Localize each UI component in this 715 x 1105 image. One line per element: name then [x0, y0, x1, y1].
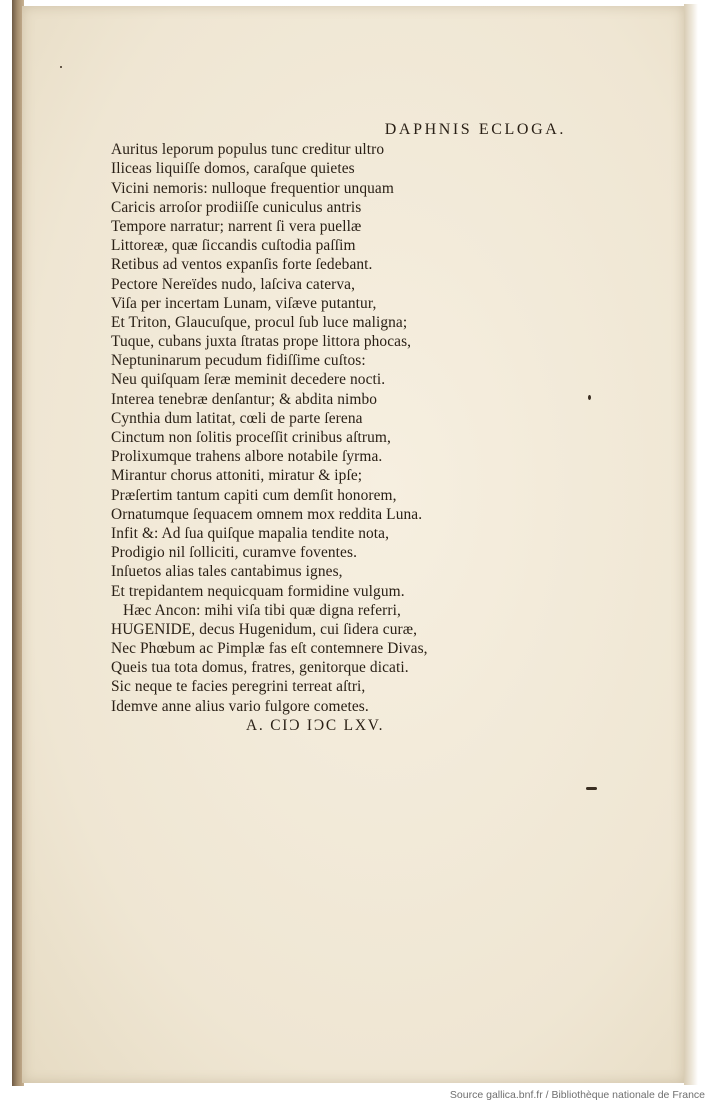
verse-line: Præſertim tantum capiti cum demſit honorem,	[111, 486, 397, 504]
ink-speck	[60, 66, 62, 68]
dedication-line: Queis tua tota domus, fratres, genitorque dicati.	[111, 659, 409, 677]
verse-line: Inſuetos alias tales cantabimus ignes,	[111, 563, 343, 581]
poem-text	[111, 120, 591, 735]
verse-line: Auritus leporum populus tunc creditur ultro	[111, 141, 385, 159]
verse-line: Pectore Nereïdes nudo, laſciva caterva,	[111, 275, 356, 293]
verse-line: Prolixumque trahens albore notabile ſyrma.	[111, 448, 383, 466]
page-heading: DAPHNIS ECLOGA.	[384, 121, 566, 138]
verse-line: Interea tenebræ denſantur; & abdita nimbo	[111, 390, 378, 408]
verse-line: Neptuninarum pecudum fidiſſime cuſtos:	[111, 352, 366, 370]
verse-line: Et Triton, Glaucuſque, procul ſub luce maligna;	[111, 313, 408, 331]
verse-line: Prodigio nil ſolliciti, curamve foventes.	[111, 544, 358, 562]
source-credit: Source gallica.bnf.fr / Bibliothèque nationale de France	[449, 1089, 705, 1101]
verse-line: Ornatumque ſequacem omnem mox reddita Luna.	[111, 505, 423, 523]
verse-line: Viſa per incertam Lunam, viſæve putantur,	[111, 294, 377, 312]
page-edge	[684, 4, 698, 1085]
dedication-line: HUGENIDE, decus Hugenidum, cui ſidera curæ,	[111, 620, 418, 638]
verse-line: Cinctum non ſolitis proceſſit crinibus aſtrum,	[111, 429, 391, 446]
verse-line: Tempore narratur; narrent ſi vera puellæ	[111, 217, 362, 235]
verse-line: Mirantur chorus attoniti, miratur & ipſe;	[111, 467, 363, 485]
verse-line: Cynthia dum latitat, cœli de parte ſerena	[111, 409, 363, 427]
verse-line: Iliceas liquiſſe domos, caraſque quietes	[111, 160, 355, 178]
verse-line: Tuque, cubans juxta ſtratas prope littora phocas,	[111, 333, 412, 351]
dedication-line: Sic neque te facies peregrini terreat aſtri,	[111, 678, 366, 696]
dedication-line: Idemve anne alius vario fulgore cometes.	[111, 697, 369, 715]
verse-line: Caricis arroſor prodiiſſe cuniculus antris	[111, 198, 362, 216]
verse-line: Infit &: Ad ſua quiſque mapalia tendite nota,	[111, 524, 390, 542]
dedication-line: Nec Phœbum ac Pimplæ fas eſt contemnere Divas,	[111, 640, 428, 658]
dedication-line: Hæc Ancon: mihi viſa tibi quæ digna referri,	[123, 601, 401, 619]
verse-line: Neu quiſquam ſeræ meminit decedere nocti.	[111, 371, 386, 389]
verse-line: Retibus ad ventos expanſis forte ſedebant.	[111, 256, 373, 274]
verse-line: Vicini nemoris: nulloque frequentior unquam	[111, 179, 394, 197]
date-line: A. CIƆ IƆC LXV.	[246, 716, 385, 734]
verse-line: Et trepidantem nequicquam formidine vulgum.	[111, 582, 405, 600]
verse-line: Littoreæ, quæ ſiccandis cuſtodia paſſim	[111, 237, 356, 255]
ink-speck	[586, 787, 597, 790]
